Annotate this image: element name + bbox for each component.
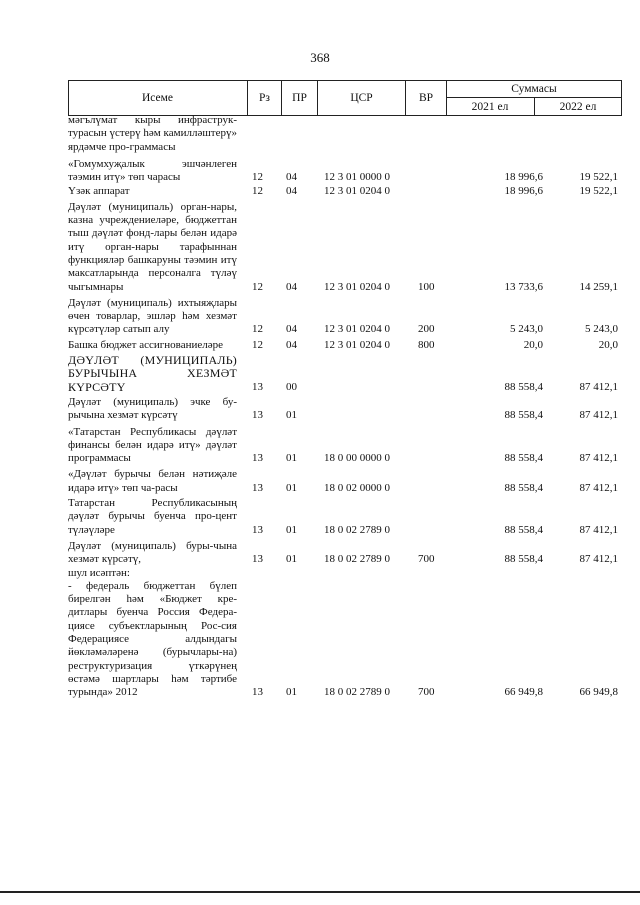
row-vr: 700 [418, 553, 435, 566]
row-name: ДӘҮЛӘТ (МУНИЦИПАЛЬ) БУРЫЧЫНА ХЕЗМӘТ КҮРСӘТҮ [68, 353, 237, 394]
row-rz: 13 [252, 452, 263, 465]
row-pr: 04 [286, 185, 297, 198]
row-rz: 13 [252, 686, 263, 699]
header-pr: ПР [281, 80, 317, 116]
row-pr: 04 [286, 323, 297, 336]
row-sum-2022: 19 522,1 [579, 185, 618, 198]
row-sum-2022: 87 412,1 [579, 523, 618, 536]
row-sum-2021: 18 996,6 [504, 171, 543, 184]
header-sum: Суммасы [511, 82, 557, 95]
row-sum-2022: 5 243,0 [585, 323, 618, 336]
table-row [68, 158, 628, 185]
row-sum-2021: 88 558,4 [504, 553, 543, 566]
table-row [68, 426, 628, 466]
row-pr: 00 [286, 380, 297, 393]
row-sum-2022: 20,0 [598, 338, 618, 351]
row-csr: 12 3 01 0204 0 [324, 185, 390, 198]
table-row [68, 114, 628, 154]
row-pr: 01 [286, 452, 297, 465]
row-rz: 12 [252, 338, 263, 351]
table-row [68, 497, 628, 537]
row-pr: 04 [286, 338, 297, 351]
row-sum-2021: 88 558,4 [504, 523, 543, 536]
row-pr: 01 [286, 481, 297, 494]
row-vr: 800 [418, 338, 435, 351]
row-vr: 700 [418, 686, 435, 699]
header-year-2021: 2021 ел [471, 100, 509, 113]
row-sum-2022: 66 949,8 [579, 686, 618, 699]
row-name: «Дәүләт бурычы белән нәтиҗәле идарә итү» төп ча-расы [68, 468, 237, 494]
row-sum-2021: 18 996,6 [504, 185, 543, 198]
row-name: «Гомумхуҗалык эшчәнлеген тәэмин итү» төп чарасы [68, 157, 237, 184]
row-rz: 13 [252, 553, 263, 566]
row-pr: 01 [286, 409, 297, 422]
row-rz: 13 [252, 523, 263, 536]
table-row [68, 354, 628, 394]
row-sum-2021: 88 558,4 [504, 380, 543, 393]
table-body [68, 114, 628, 699]
table-row [68, 468, 628, 495]
row-sum-2021: 20,0 [523, 338, 543, 351]
row-sum-2021: 5 243,0 [510, 323, 543, 336]
row-name: шул исәптән: [68, 566, 130, 579]
row-name: Дәүләт (муниципаль) эчке бу-рычына хезмәт күрсәтү [68, 395, 237, 422]
row-rz: 13 [252, 409, 263, 422]
row-name: Үзәк аппарат [68, 185, 130, 198]
page-number: 368 [310, 50, 330, 65]
row-rz: 12 [252, 280, 263, 293]
row-csr: 18 0 02 2789 0 [324, 553, 390, 566]
table-row [68, 580, 628, 700]
row-pr: 04 [286, 280, 297, 293]
table-row [68, 185, 628, 198]
row-pr: 01 [286, 686, 297, 699]
row-csr: 18 0 02 2789 0 [324, 523, 390, 536]
row-name: мәгълүмат кыры инфраструк-турасын үстерү һәм камилләштерү» ярдәмче про-граммасы [68, 114, 237, 153]
row-csr: 18 0 02 0000 0 [324, 481, 390, 494]
row-sum-2021: 66 949,8 [504, 686, 543, 699]
row-vr: 100 [418, 280, 435, 293]
row-csr: 18 0 00 0000 0 [324, 452, 390, 465]
row-name: Татарстан Республикасының дәүләт бурычы буенча про-цент түләүләре [68, 497, 237, 536]
row-csr: 12 3 01 0204 0 [324, 280, 390, 293]
row-sum-2022: 87 412,1 [579, 380, 618, 393]
row-sum-2022: 87 412,1 [579, 409, 618, 422]
row-rz: 12 [252, 185, 263, 198]
row-pr: 01 [286, 553, 297, 566]
row-sum-2022: 19 522,1 [579, 171, 618, 184]
header-vr: ВР [405, 80, 446, 116]
row-sum-2021: 88 558,4 [504, 452, 543, 465]
table-row [68, 201, 628, 294]
row-csr: 18 0 02 2789 0 [324, 686, 390, 699]
header-name: Исеме [141, 92, 174, 104]
row-rz: 13 [252, 481, 263, 494]
page-bottom-rule [0, 891, 640, 893]
row-sum-2022: 87 412,1 [579, 481, 618, 494]
row-vr: 200 [418, 323, 435, 336]
header-year-2022: 2022 ел [559, 100, 597, 113]
row-pr: 01 [286, 523, 297, 536]
row-rz: 12 [252, 323, 263, 336]
table-row [68, 396, 628, 423]
table-row [68, 540, 628, 567]
table-row [68, 339, 628, 352]
row-sum-2021: 88 558,4 [504, 481, 543, 494]
row-name: Дәүләт (муниципаль) орган-нары, казна учреждениеләре, бюджеттан тыш дәүләт фонд-лары белән идарә итү орган-нары тарафыннан функцияләр башкаруны тәэмин итү максатларында персоналга түләү чыгымнары [68, 200, 237, 293]
table-header [68, 80, 622, 116]
row-sum-2022: 14 259,1 [579, 280, 618, 293]
row-sum-2022: 87 412,1 [579, 452, 618, 465]
row-csr: 12 3 01 0204 0 [324, 323, 390, 336]
row-name: Дәүләт (муниципаль) ихтыяҗлары өчен товарлар, эшләр һәм хезмәт күрсәтүләр сатып алу [68, 296, 237, 336]
row-csr: 12 3 01 0000 0 [324, 171, 390, 184]
row-rz: 12 [252, 171, 263, 184]
table-row [68, 567, 628, 580]
row-name: Башка бюджет ассигнованиеләре [68, 338, 223, 351]
table-row [68, 297, 628, 337]
row-rz: 13 [252, 380, 263, 393]
row-sum-2022: 87 412,1 [579, 553, 618, 566]
header-csr: ЦСР [317, 80, 405, 116]
row-name: «Татарстан Республикасы дәүләт финансы белән идарә итү» дәүләт программасы [68, 425, 237, 465]
row-sum-2021: 13 733,6 [504, 280, 543, 293]
header-rz: Рз [247, 80, 281, 116]
row-csr: 12 3 01 0204 0 [324, 338, 390, 351]
row-pr: 04 [286, 171, 297, 184]
row-name: - федераль бюджеттан бүлеп бирелгән һәм «Бюджет кре-дитлары буенча Россия Федера-циясе субъектларының Рос-сия Федерациясе алдындагы йөкләмәләренә (бурычлары-на) реструктуризация үткәрүнең өстәмә шартлары һәм тәртибе турында» 2012 [68, 579, 237, 699]
row-sum-2021: 88 558,4 [504, 409, 543, 422]
row-name: Дәүләт (муниципаль) буры-чына хезмәт күрсәтү, [68, 539, 237, 566]
